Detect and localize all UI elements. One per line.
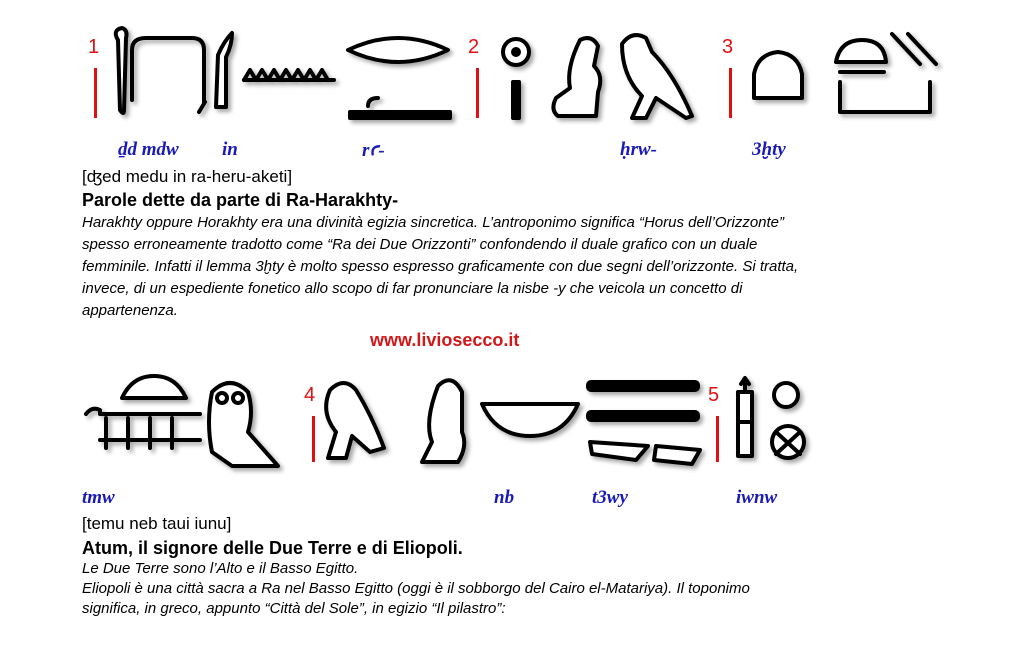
section-paragraph (82, 212, 982, 322)
transliteration: t3wy (592, 487, 628, 508)
owl-glyph (209, 383, 278, 466)
paragraph-line: significa, in greco, appunto “Città del Sole”, in egizio “Il pilastro”: (82, 600, 506, 617)
divider-bar (476, 68, 479, 118)
cobra-glyph (116, 28, 127, 113)
pillar-glyph (738, 378, 752, 456)
mat-glyph (350, 98, 450, 118)
land-strips-glyph (588, 382, 700, 464)
horizon-glyph-1 (754, 52, 802, 98)
horizon-glyph-2 (836, 34, 936, 112)
pronunciation-reading: [ʤed medu in ra-heru-aketi] (82, 167, 293, 186)
paragraph-line: invece, di un espediente fonetico allo scopo di far pronunciare la nisbe -y che veicola un concetto di (82, 280, 743, 297)
reed-leaf-glyph (216, 33, 232, 107)
divider-bar (716, 416, 719, 462)
paragraph-line: Le Due Terre sono l’Alto e il Basso Egitto. (82, 560, 359, 577)
paragraph-line: Harakhty oppure Horakhty era una divinità egizia sincretica. L’antroponimo significa “Horus dell’Orizzonte” (82, 214, 785, 231)
section-number-2: 2 (468, 36, 480, 58)
website-link[interactable]: www.liviosecco.it (370, 330, 520, 350)
transliteration: nb (494, 487, 515, 508)
transliteration: ḏd mdw (118, 139, 179, 160)
section-number-1: 1 (88, 36, 100, 58)
transliteration: iwnw (736, 487, 778, 508)
paragraph-line: spesso erroneamente tradotto come “Ra dei Due Orizzonti” confondendo il duale grafico con un duale (82, 236, 758, 253)
basket-glyph (482, 404, 578, 436)
mouth-glyph (348, 38, 448, 62)
transliteration: ḥrw- (620, 139, 657, 160)
seated-man-glyph (422, 380, 464, 462)
transliteration: rꜥ- (362, 140, 385, 161)
section-number-3: 3 (722, 36, 734, 58)
divider-bar (312, 416, 315, 462)
city-glyph (772, 383, 804, 458)
seated-god-glyph (553, 38, 600, 116)
transliteration: 3ḫty (752, 139, 786, 160)
section-heading: Atum, il signore delle Due Terre e di Eliopoli. (82, 538, 463, 558)
falcon-glyph (622, 35, 692, 118)
section-paragraph (82, 559, 982, 619)
section-number-5: 5 (708, 384, 720, 406)
divider-bar (729, 68, 732, 118)
sun-disk-glyph (503, 39, 529, 118)
water-ripple-glyph (244, 70, 334, 80)
divider-bar (94, 68, 97, 118)
section-heading: Parole dette da parte di Ra-Harakhty- (82, 190, 399, 210)
paragraph-line: femminile. Infatti il lemma 3ḫty è molto spesso espresso graficamente con due segni dell’orizzonte. Si tratta, (82, 258, 799, 275)
sledge-glyph (86, 376, 200, 448)
vulture-glyph (326, 383, 384, 458)
staff-glyph (132, 38, 205, 112)
transliteration: tmw (82, 487, 115, 508)
section-number-4: 4 (304, 384, 316, 406)
pronunciation-reading: [temu neb taui iunu] (82, 514, 232, 533)
paragraph-line: appartenenza. (82, 302, 178, 319)
transliteration: in (222, 139, 238, 160)
paragraph-line: Eliopoli è una città sacra a Ra nel Basso Egitto (oggi è il sobborgo del Cairo el-Matariya). Il toponimo (82, 580, 750, 597)
